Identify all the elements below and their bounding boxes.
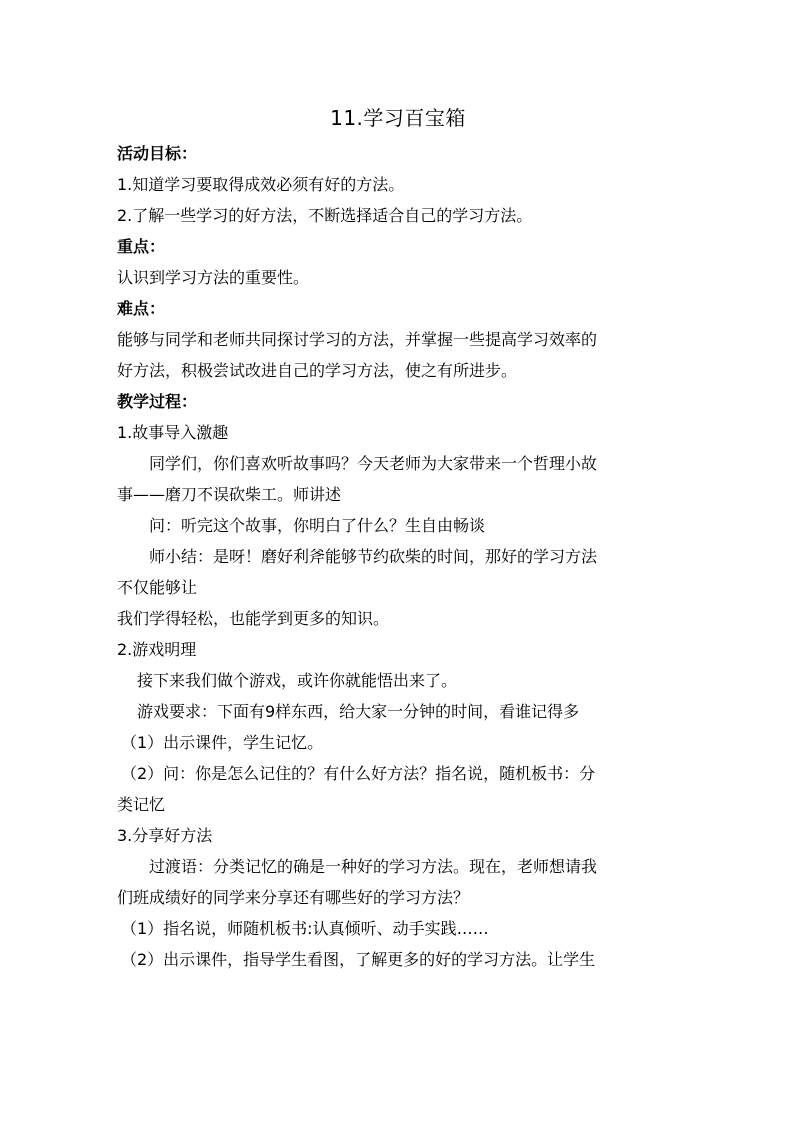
section-2-paragraph-2: 游戏要求：下面有9样东西，给大家一分钟的时间，看谁记得多 <box>137 702 580 721</box>
section-1-paragraph-1-line-1: 同学们，你们喜欢听故事吗？今天老师为大家带来一个哲理小故 <box>149 454 598 473</box>
section-2-title: 2.游戏明理 <box>117 640 197 659</box>
objectives-heading: 活动目标： <box>117 144 198 163</box>
section-3-step-2: （2）出示课件，指导学生看图，了解更多的好的学习方法。让学生 <box>121 950 596 969</box>
key-point-text: 认识到学习方法的重要性。 <box>117 268 310 287</box>
section-1-title: 1.故事导入激趣 <box>117 423 229 442</box>
document-title: 11.学习百宝箱 <box>330 106 466 130</box>
section-1-paragraph-3-line-3: 我们学得轻松，也能学到更多的知识。 <box>117 609 390 628</box>
section-3-title: 3.分享好方法 <box>117 826 213 845</box>
difficulty-text-line-2: 好方法，积极尝试改进自己的学习方法，使之有所进步。 <box>117 361 518 380</box>
section-2-paragraph-1: 接下来我们做个游戏，或许你就能悟出来了。 <box>137 671 458 690</box>
section-3-step-1: （1）指名说，师随机板书:认真倾听、动手实践…… <box>121 919 489 938</box>
section-1-paragraph-1-line-2: 事——磨刀不误砍柴工。师讲述 <box>117 485 342 504</box>
section-1-paragraph-3-line-2: 不仅能够让 <box>117 578 198 597</box>
difficulty-heading: 难点： <box>117 299 166 318</box>
section-1-paragraph-2: 问：听完这个故事，你明白了什么？生自由畅谈 <box>149 516 486 535</box>
section-2-step-1: （1）出示课件，学生记忆。 <box>121 733 324 752</box>
section-2-step-2-line-2: 类记忆 <box>117 795 166 814</box>
difficulty-text-line-1: 能够与同学和老师共同探讨学习的方法，并掌握一些提高学习效率的 <box>117 330 598 349</box>
section-2-step-2-line-1: （2）问：你是怎么记住的？有什么好方法？指名说，随机板书：分 <box>121 764 596 783</box>
section-3-paragraph-1-line-2: 们班成绩好的同学来分享还有哪些好的学习方法？ <box>117 888 470 907</box>
section-3-paragraph-1-line-1: 过渡语：分类记忆的确是一种好的学习方法。现在，老师想请我 <box>149 857 598 876</box>
objective-item-1: 1.知道学习要取得成效必须有好的方法。 <box>117 175 405 194</box>
section-1-paragraph-3-line-1: 师小结：是呀！磨好利斧能够节约砍柴的时间，那好的学习方法 <box>149 547 598 566</box>
key-point-heading: 重点： <box>117 237 166 256</box>
objective-item-2: 2.了解一些学习的好方法，不断选择适合自己的学习方法。 <box>117 206 533 225</box>
document-page <box>117 98 679 975</box>
process-heading: 教学过程： <box>117 392 198 411</box>
